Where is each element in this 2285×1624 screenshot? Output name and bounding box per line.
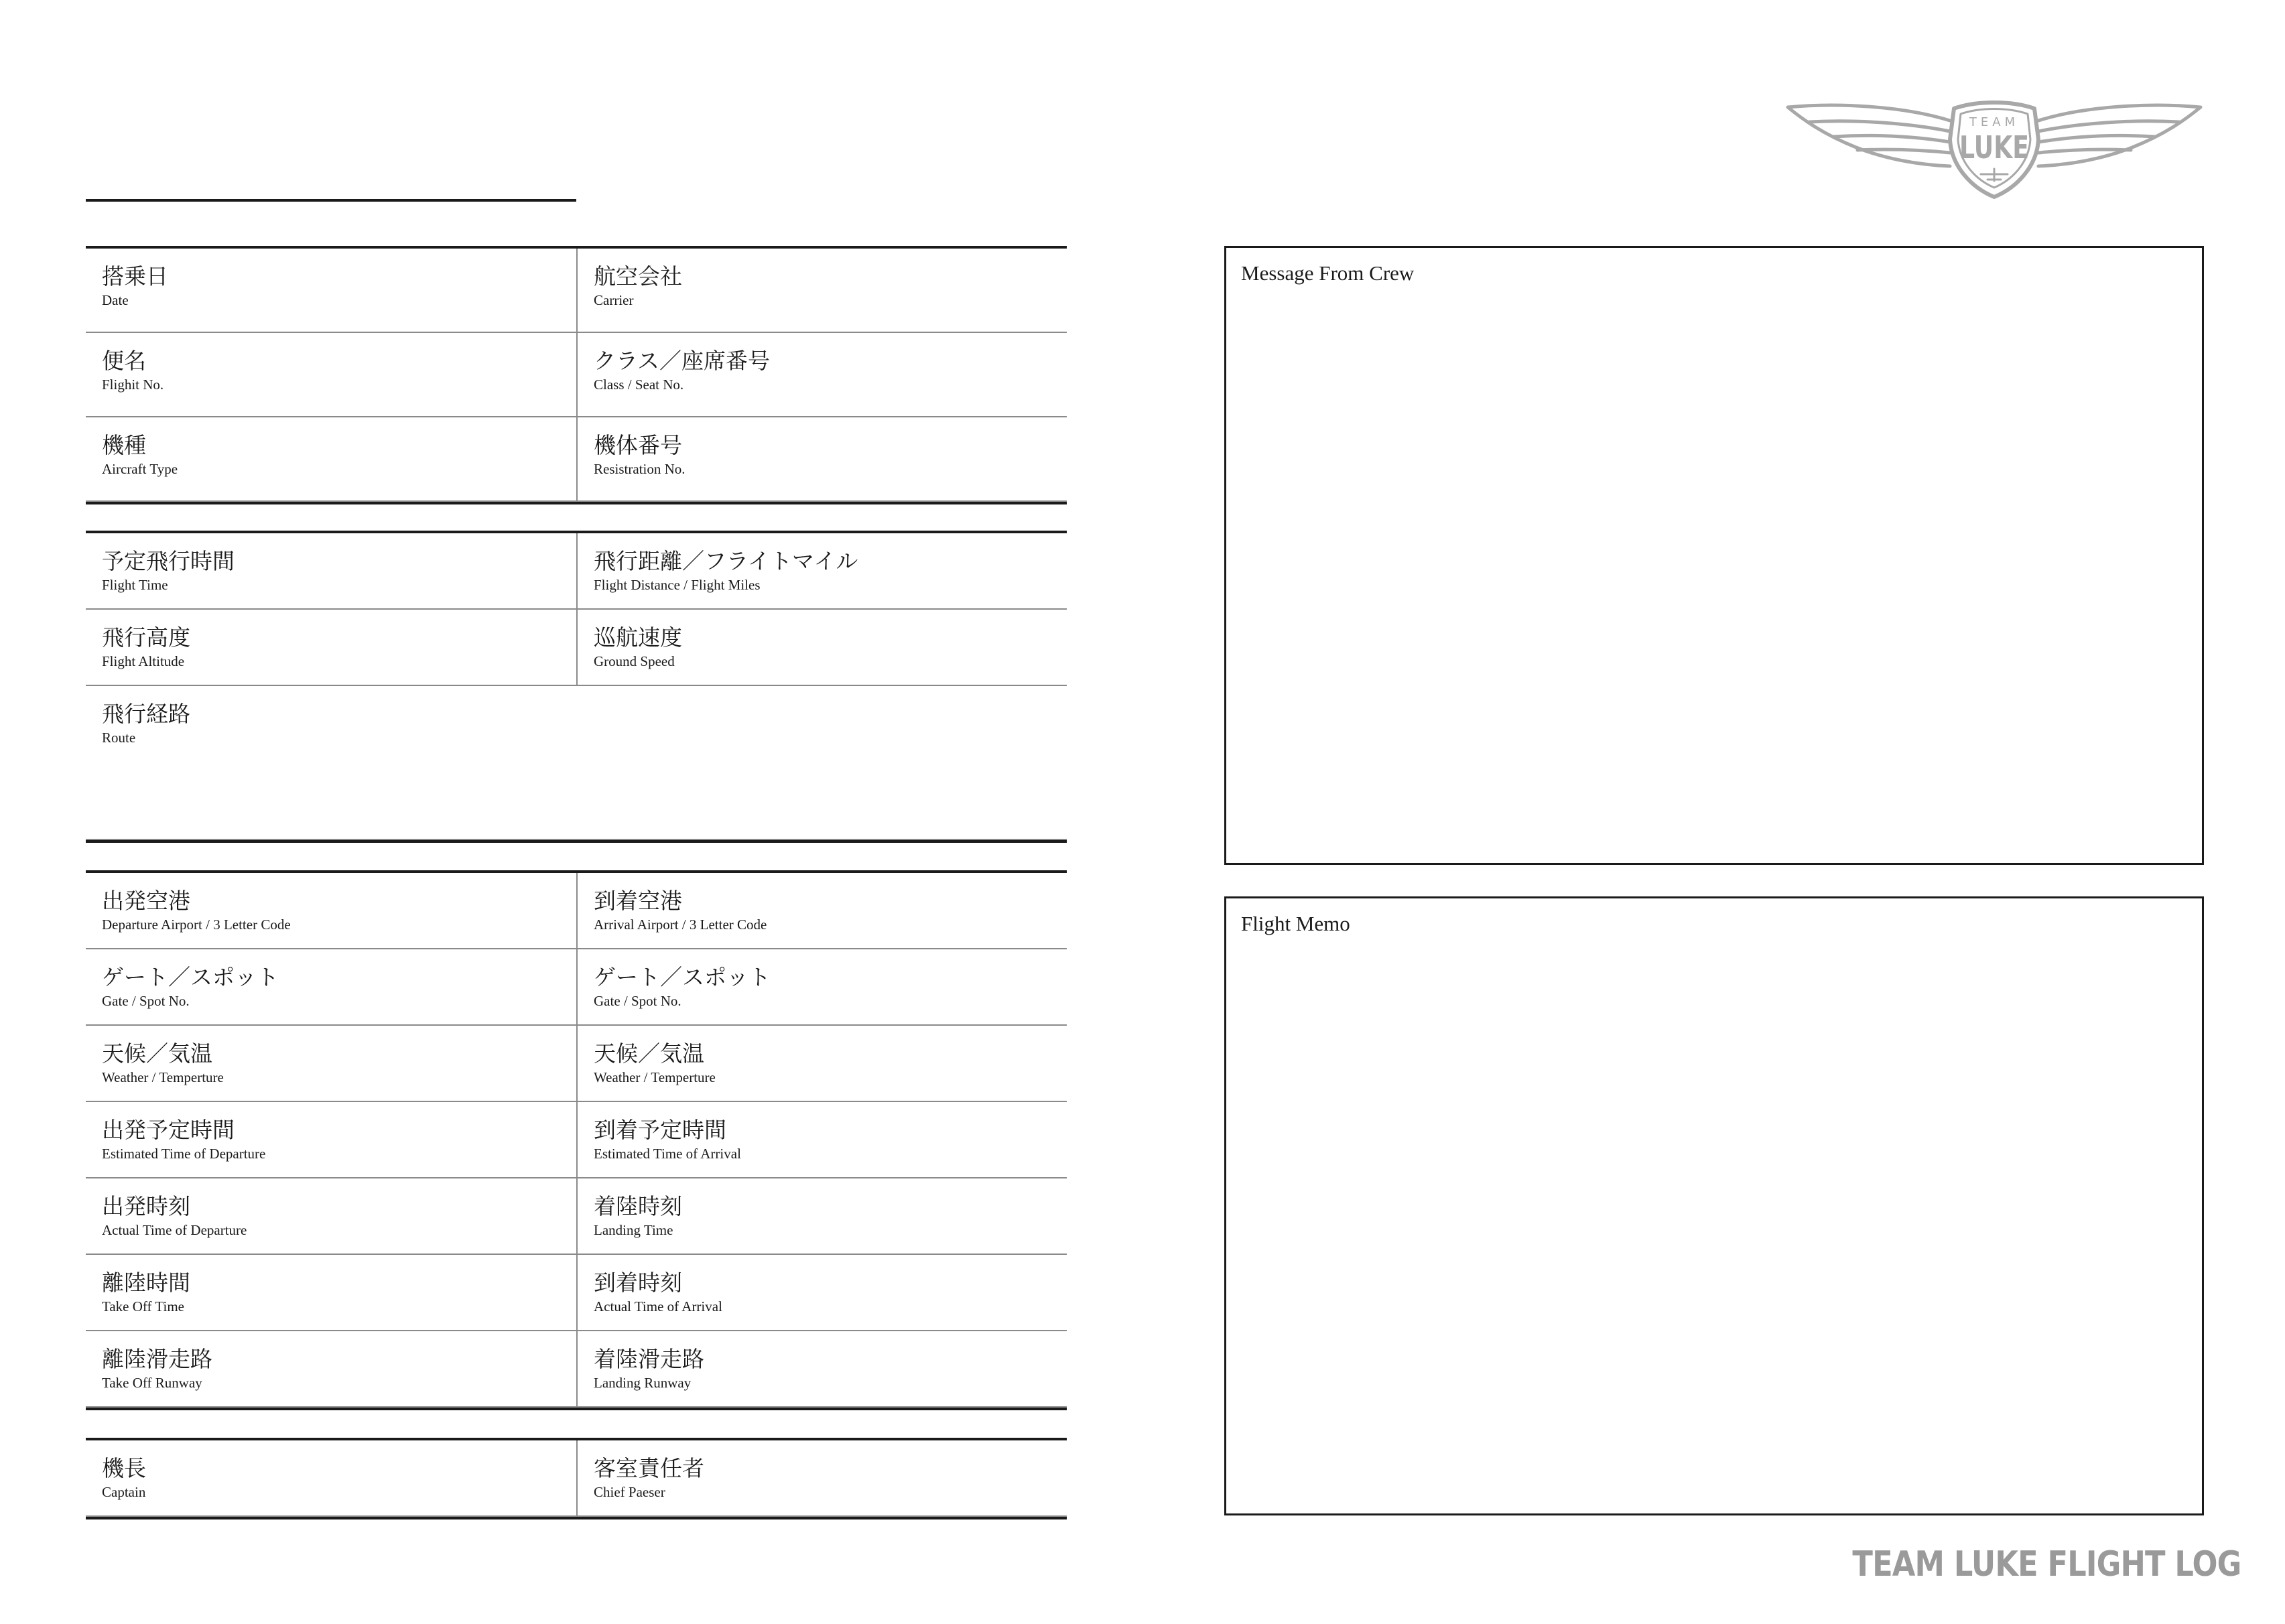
field-label-jp: 機種	[102, 432, 146, 458]
title-underline	[86, 199, 576, 202]
field-label-en: Estimated Time of Departure	[102, 1146, 266, 1162]
field-label-jp: 客室責任者	[594, 1455, 704, 1481]
landing-runway-field[interactable]	[576, 1331, 1067, 1406]
field-label-en: Flighit No.	[102, 377, 164, 393]
field-label-en: Aircraft Type	[102, 461, 178, 477]
arrival-weather-field[interactable]	[576, 1026, 1067, 1101]
field-label-jp: 飛行経路	[102, 701, 190, 727]
flight-memo-box[interactable]	[1224, 896, 2204, 1515]
logo-top-text: TEAM	[1969, 115, 2020, 129]
estimated-arrival-field[interactable]	[576, 1102, 1067, 1177]
footer-wordmark: TEAM LUKE FLIGHT LOG	[1851, 1544, 2241, 1584]
field-label-en: Date	[102, 292, 129, 308]
table-row	[86, 1255, 1067, 1331]
registration-no-field[interactable]	[576, 417, 1067, 500]
table-row	[86, 1102, 1067, 1178]
field-label-jp: 到着予定時間	[594, 1117, 726, 1143]
field-label-en: Landing Time	[594, 1222, 673, 1238]
field-label-en: Carrier	[594, 292, 634, 308]
flight-distance-field[interactable]	[576, 533, 1067, 608]
field-label-en: Estimated Time of Arrival	[594, 1146, 741, 1162]
table-row	[86, 1440, 1067, 1517]
table-row	[86, 1026, 1067, 1102]
flight-details-table	[86, 531, 1067, 843]
field-label-en: Flight Distance / Flight Miles	[594, 577, 761, 593]
route-field[interactable]	[86, 686, 1067, 839]
field-label-jp: 搭乗日	[102, 263, 168, 289]
field-label-jp: ゲート／スポット	[102, 964, 279, 990]
field-label-jp: 着陸滑走路	[594, 1346, 704, 1372]
field-label-jp: 着陸時刻	[594, 1193, 682, 1219]
field-label-en: Landing Runway	[594, 1375, 692, 1391]
estimated-departure-field[interactable]	[86, 1102, 576, 1177]
field-label-en: Weather / Temperture	[102, 1069, 224, 1085]
date-field[interactable]	[86, 249, 576, 332]
field-label-en: Route	[102, 730, 136, 746]
class-seat-field[interactable]	[576, 333, 1067, 416]
table-row	[86, 873, 1067, 949]
field-label-jp: 便名	[102, 348, 146, 374]
chief-purser-field[interactable]	[576, 1440, 1067, 1515]
table-row	[86, 949, 1067, 1026]
departure-airport-field[interactable]	[86, 873, 576, 948]
flight-no-field[interactable]	[86, 333, 576, 416]
field-label-en: Weather / Temperture	[594, 1069, 716, 1085]
actual-arrival-field[interactable]	[576, 1255, 1067, 1330]
message-from-crew-box[interactable]	[1224, 246, 2204, 865]
field-label-en: Departure Airport / 3 Letter Code	[102, 917, 291, 933]
field-label-en: Take Off Time	[102, 1298, 184, 1314]
departure-gate-field[interactable]	[86, 949, 576, 1024]
take-off-time-field[interactable]	[86, 1255, 576, 1330]
field-label-jp: 離陸滑走路	[102, 1346, 212, 1372]
table-bottom-rule	[86, 502, 1067, 504]
table-row	[86, 1331, 1067, 1408]
field-label-jp: 到着時刻	[594, 1270, 682, 1296]
crew-table	[86, 1438, 1067, 1519]
table-bottom-rule	[86, 840, 1067, 843]
field-label-jp: 出発予定時間	[102, 1117, 235, 1143]
memo-box-label: Flight Memo	[1241, 912, 1350, 935]
field-label-jp: 飛行高度	[102, 624, 190, 651]
field-label-jp: 出発時刻	[102, 1193, 190, 1219]
field-label-jp: 機体番号	[594, 432, 682, 458]
flight-altitude-field[interactable]	[86, 610, 576, 685]
field-label-jp: 飛行距離／フライトマイル	[594, 548, 858, 574]
field-label-en: Gate / Spot No.	[594, 993, 681, 1009]
table-row	[86, 533, 1067, 610]
arrival-airport-field[interactable]	[576, 873, 1067, 948]
field-label-jp: 巡航速度	[594, 624, 682, 651]
field-label-en: Ground Speed	[594, 653, 675, 669]
ground-speed-field[interactable]	[576, 610, 1067, 685]
table-row	[86, 686, 1067, 840]
field-label-jp: 出発空港	[102, 888, 190, 914]
message-box-label: Message From Crew	[1241, 261, 1415, 285]
carrier-field[interactable]	[576, 249, 1067, 332]
table-bottom-rule	[86, 1517, 1067, 1519]
team-luke-wings-logo	[1782, 99, 2206, 201]
departure-arrival-table	[86, 870, 1067, 1410]
actual-departure-field[interactable]	[86, 1178, 576, 1254]
departure-weather-field[interactable]	[86, 1026, 576, 1101]
landing-time-field[interactable]	[576, 1178, 1067, 1254]
field-label-en: Arrival Airport / 3 Letter Code	[594, 917, 767, 933]
field-label-en: Class / Seat No.	[594, 377, 684, 393]
take-off-runway-field[interactable]	[86, 1331, 576, 1406]
captain-field[interactable]	[86, 1440, 576, 1515]
aircraft-type-field[interactable]	[86, 417, 576, 500]
flight-time-field[interactable]	[86, 533, 576, 608]
logo-main-text: LUKE	[1959, 129, 2029, 165]
table-row	[86, 417, 1067, 502]
arrival-gate-field[interactable]	[576, 949, 1067, 1024]
field-label-jp: 離陸時間	[102, 1270, 190, 1296]
table-row	[86, 249, 1067, 333]
aircraft-info-table	[86, 246, 1067, 504]
field-label-en: Flight Altitude	[102, 653, 185, 669]
field-label-en: Actual Time of Arrival	[594, 1298, 722, 1314]
field-label-jp: 天候／気温	[102, 1040, 212, 1067]
table-row	[86, 1178, 1067, 1255]
field-label-en: Captain	[102, 1484, 146, 1500]
field-label-en: Actual Time of Departure	[102, 1222, 247, 1238]
field-label-jp: 到着空港	[594, 888, 682, 914]
field-label-en: Chief Paeser	[594, 1484, 665, 1500]
table-row	[86, 333, 1067, 417]
field-label-en: Take Off Runway	[102, 1375, 202, 1391]
field-label-jp: 機長	[102, 1455, 146, 1481]
field-label-jp: 天候／気温	[594, 1040, 704, 1067]
field-label-jp: 航空会社	[594, 263, 682, 289]
field-label-en: Flight Time	[102, 577, 168, 593]
table-row	[86, 610, 1067, 686]
field-label-jp: 予定飛行時間	[102, 548, 235, 574]
field-label-en: Resistration No.	[594, 461, 686, 477]
field-label-en: Gate / Spot No.	[102, 993, 190, 1009]
table-bottom-rule	[86, 1408, 1067, 1410]
field-label-jp: クラス／座席番号	[594, 348, 771, 374]
field-label-jp: ゲート／スポット	[594, 964, 771, 990]
